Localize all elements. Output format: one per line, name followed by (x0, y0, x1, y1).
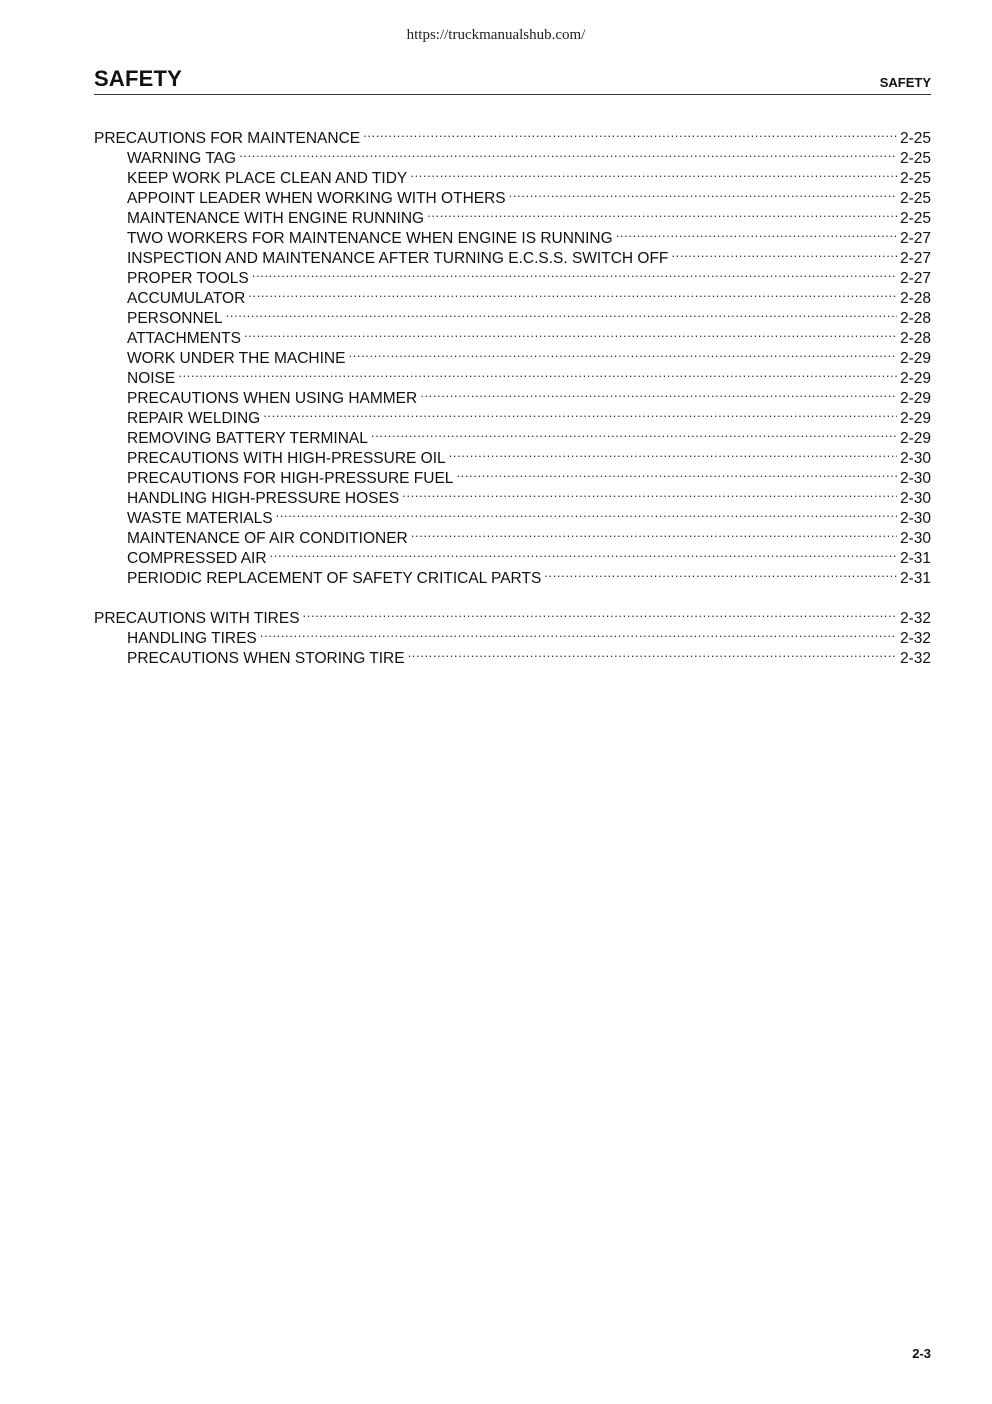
toc-entry-page: 2-32 (899, 610, 931, 623)
toc-entry[interactable] (94, 203, 931, 223)
toc-entry-title: HANDLING HIGH-PRESSURE HOSES (127, 490, 400, 503)
toc-entry[interactable] (94, 263, 931, 283)
toc-entry-page: 2-27 (899, 250, 931, 263)
toc-entry-title: PRECAUTIONS WITH TIRES (94, 610, 300, 623)
toc-entry-title: MAINTENANCE WITH ENGINE RUNNING (127, 210, 425, 223)
toc-entry-page: 2-28 (899, 310, 931, 323)
toc-entry-title: PERSONNEL (127, 310, 223, 323)
dot-leader (410, 163, 897, 183)
dot-leader (244, 323, 897, 343)
toc-entry[interactable] (94, 503, 931, 523)
dot-leader (270, 543, 897, 563)
toc-entry-page: 2-30 (899, 470, 931, 483)
toc-entry-page: 2-32 (899, 650, 931, 663)
toc-entry[interactable] (94, 163, 931, 183)
toc-entry-title: REMOVING BATTERY TERMINAL (127, 430, 368, 443)
toc-entry-title: WASTE MATERIALS (127, 510, 273, 523)
source-url: https://truckmanualshub.com/ (406, 27, 586, 43)
dot-leader (239, 143, 897, 163)
toc-entry-title: REPAIR WELDING (127, 410, 261, 423)
dot-leader (178, 363, 897, 383)
toc-entry-page: 2-25 (899, 190, 931, 203)
toc-entry-page: 2-30 (899, 510, 931, 523)
toc-entry[interactable] (94, 143, 931, 163)
dot-leader (449, 443, 897, 463)
toc-entry-page: 2-31 (899, 570, 931, 583)
toc-entry[interactable] (94, 523, 931, 543)
toc-entry[interactable] (94, 463, 931, 483)
toc-entry-page: 2-29 (899, 430, 931, 443)
toc-entry-title: HANDLING TIRES (127, 630, 257, 643)
dot-leader (456, 463, 897, 483)
toc-entry[interactable] (94, 183, 931, 203)
toc-entry-title: PRECAUTIONS FOR HIGH-PRESSURE FUEL (127, 470, 454, 483)
toc-entry[interactable] (94, 323, 931, 343)
toc-entry[interactable] (94, 243, 931, 263)
toc-entry-page: 2-25 (899, 130, 931, 143)
toc-entry[interactable] (94, 623, 931, 643)
dot-leader (260, 623, 897, 643)
toc-entry-title: APPOINT LEADER WHEN WORKING WITH OTHERS (127, 190, 506, 203)
toc-entry-page: 2-29 (899, 390, 931, 403)
toc-entry-title: PRECAUTIONS WHEN STORING TIRE (127, 650, 405, 663)
dot-leader (363, 123, 897, 143)
toc-entry-title: TWO WORKERS FOR MAINTENANCE WHEN ENGINE IS RUNNING (127, 230, 613, 243)
dot-leader (671, 243, 897, 263)
dot-leader (348, 343, 897, 363)
toc-entry[interactable] (94, 343, 931, 363)
toc-entry-title: COMPRESSED AIR (127, 550, 267, 563)
toc-entry-title: PERIODIC REPLACEMENT OF SAFETY CRITICAL PARTS (127, 570, 542, 583)
dot-leader (303, 603, 897, 623)
dot-leader (402, 483, 897, 503)
toc-entry-title: MAINTENANCE OF AIR CONDITIONER (127, 530, 408, 543)
toc-entry-page: 2-29 (899, 410, 931, 423)
dot-leader (408, 643, 897, 663)
toc-entry-title: WARNING TAG (127, 150, 237, 163)
dot-leader (509, 183, 897, 203)
dot-leader (248, 283, 897, 303)
toc-entry-title: ATTACHMENTS (127, 330, 241, 343)
dot-leader (371, 423, 897, 443)
toc-entry-page: 2-30 (899, 450, 931, 463)
toc-entry-page: 2-31 (899, 550, 931, 563)
toc-entry-page: 2-29 (899, 350, 931, 363)
toc-entry-page: 2-25 (899, 150, 931, 163)
toc-entry-title: PROPER TOOLS (127, 270, 249, 283)
toc-entry-page: 2-27 (899, 270, 931, 283)
toc-entry-title: PRECAUTIONS FOR MAINTENANCE (94, 130, 361, 143)
toc-section-heading[interactable] (94, 123, 931, 143)
toc-entry[interactable] (94, 563, 931, 583)
dot-leader (252, 263, 897, 283)
toc-entry-page: 2-30 (899, 530, 931, 543)
toc-section-heading[interactable] (94, 603, 931, 623)
dot-leader (226, 303, 897, 323)
dot-leader (263, 403, 897, 423)
page-number: 2-3 (912, 1346, 931, 1361)
table-of-contents (94, 123, 931, 683)
dot-leader (276, 503, 897, 523)
toc-entry-title: WORK UNDER THE MACHINE (127, 350, 346, 363)
dot-leader (420, 383, 897, 403)
toc-entry[interactable] (94, 283, 931, 303)
toc-entry-page: 2-27 (899, 230, 931, 243)
toc-section (94, 123, 931, 583)
dot-leader (616, 223, 897, 243)
toc-entry[interactable] (94, 643, 931, 663)
toc-entry[interactable] (94, 403, 931, 423)
toc-entry-page: 2-25 (899, 170, 931, 183)
toc-entry-page: 2-25 (899, 210, 931, 223)
toc-entry-title: KEEP WORK PLACE CLEAN AND TIDY (127, 170, 408, 183)
toc-entry[interactable] (94, 543, 931, 563)
toc-entry[interactable] (94, 303, 931, 323)
toc-entry[interactable] (94, 423, 931, 443)
toc-section (94, 603, 931, 663)
toc-entry-title: PRECAUTIONS WITH HIGH-PRESSURE OIL (127, 450, 446, 463)
toc-entry-page: 2-29 (899, 370, 931, 383)
toc-entry-title: PRECAUTIONS WHEN USING HAMMER (127, 390, 418, 403)
toc-entry[interactable] (94, 223, 931, 243)
toc-entry-title: INSPECTION AND MAINTENANCE AFTER TURNING E.C.S.S. SWITCH OFF (127, 250, 669, 263)
toc-entry[interactable] (94, 383, 931, 403)
dot-leader (411, 523, 897, 543)
toc-entry[interactable] (94, 443, 931, 463)
page-header (94, 64, 931, 95)
toc-entry-title: NOISE (127, 370, 176, 383)
toc-entry-page: 2-28 (899, 290, 931, 303)
toc-entry-page: 2-30 (899, 490, 931, 503)
chapter-title: SAFETY (94, 66, 182, 91)
toc-entry-page: 2-32 (899, 630, 931, 643)
toc-entry[interactable] (94, 363, 931, 383)
running-header: SAFETY (879, 75, 931, 90)
toc-entry[interactable] (94, 483, 931, 503)
toc-entry-title: ACCUMULATOR (127, 290, 246, 303)
dot-leader (544, 563, 897, 583)
toc-entry-page: 2-28 (899, 330, 931, 343)
dot-leader (427, 203, 897, 223)
